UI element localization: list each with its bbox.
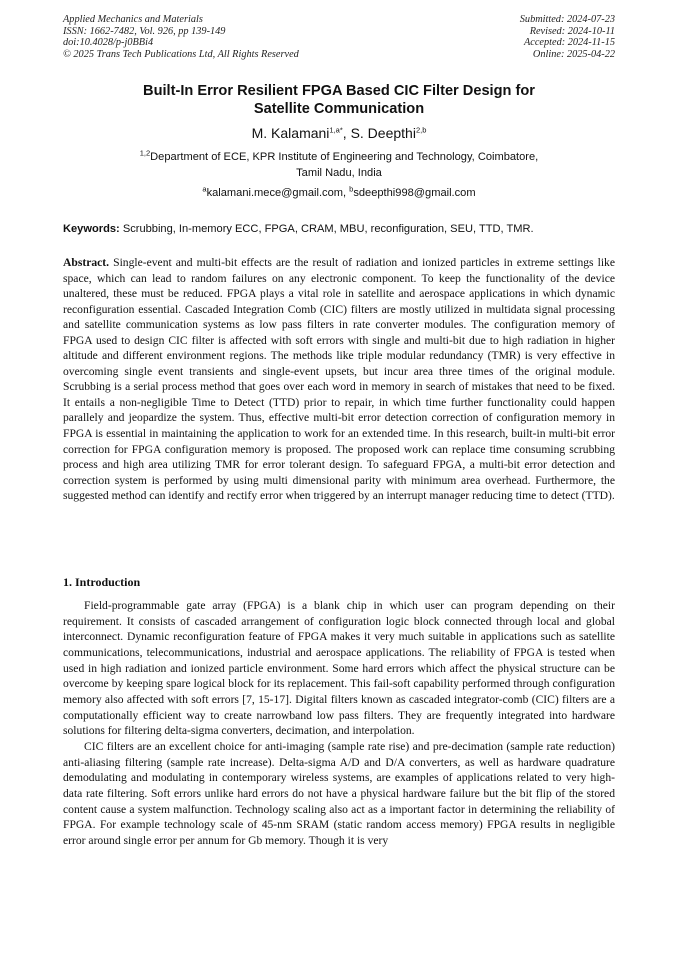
title-line-1: Built-In Error Resilient FPGA Based CIC Filter Design for	[143, 83, 535, 99]
revised-date: Revised: 2024-10-11	[529, 25, 615, 37]
abstract-text: Single-event and multi-bit effects are the result of radiation and ionized particles in extreme settings like space, which can lead to random failures on any electronic component. To keep the functionality of the device unaltered, these must be reduced. FPGA plays a vital role in satellite and aerospace applications in which dynamic reconfiguration essential. Cascaded Integration Comb (CIC) filters are mostly utilized in multidata signal processing and satellite communication systems as low pass filters in rate converter modules. The configuration memory of FPGA used to design CIC filter is affected with soft errors with single and multi-bit due to high radiation in higher altitude and different environment regions. The methods like triple modular redundancy (TMR) is very effective in overcoming single event transients and single-event upsets, but incur area three times of the original module. Scrubbing is a serial process method that goes over each word in memory in search of mistakes that need to be fixed. It entails a non-negligible Time to Detect (TTD) prior to repair, in which time further functionality could happen parallely and jeopardize the system. Thus, effective multi-bit error detection correction of configuration memory in FPGA is essential in maintaining the application to work for an extended time. In this research, built-in multi-bit error correction for FPGA configuration memory is proposed. The proposed work can replace time consuming scrubbing process and high area utilizing TMR for error tolerant design. To safeguard FPGA, a multi-bit error detection and correction system is performed by using multi dimensional parity with minimum area overhead. Furthermore, the suggested method can identify and rectify error when triggered by an interrupt manager reducing time to detect (TTD).	[63, 256, 615, 503]
keywords-label: Keywords:	[63, 223, 120, 235]
affiliation	[60, 150, 618, 182]
keywords-text: Scrubbing, In-memory ECC, FPGA, CRAM, MBU, reconfiguration, SEU, TTD, TMR.	[122, 223, 534, 235]
affiliation-line-2: Tamil Nadu, India	[296, 166, 382, 179]
abstract	[63, 255, 615, 504]
issn-line: ISSN: 1662-7482, Vol. 926, pp 139-149	[63, 25, 226, 37]
doi-line: doi:10.4028/p-j0BBi4	[63, 37, 154, 49]
journal-name: Applied Mechanics and Materials	[63, 14, 203, 25]
introduction-heading: 1. Introduction	[63, 575, 141, 589]
keywords	[63, 222, 615, 236]
author-2: S. Deepthi	[350, 125, 416, 141]
accepted-date: Accepted: 2024-11-15	[523, 37, 615, 49]
online-date: Online: 2025-04-22	[532, 48, 615, 60]
affiliation-line-1: Department of ECE, KPR Institute of Engineering and Technology, Coimbatore,	[150, 151, 539, 163]
title-line-2: Satellite Communication	[253, 101, 425, 117]
email-b-mark: b	[349, 184, 354, 194]
author-separator: ,	[342, 125, 351, 141]
author-2-affil-mark: 2,b	[415, 125, 427, 135]
author-emails	[40, 186, 638, 201]
journal-info	[63, 14, 299, 60]
email-b: sdeepthi998@gmail.com	[353, 187, 476, 199]
submitted-date: Submitted: 2024-07-23	[519, 14, 615, 25]
intro-paragraph: Field-programmable gate array (FPGA) is a blank chip in which user can program depending on their requirement. It consists of cascaded arrangement of configuration logic block connected through local and global interconnect. Dynamic reconfiguration feature of FPGA makes it very much suitable in applications such as satellite communications, telecommunications, industrial and aerospace applications. The reliability of FPGA is tested when used in high radiation and ionized particle environment. Some hard errors which affect the physical structure can be overcome by keeping spare logical block for its replacement. This fail-soft capability performed through configuration memory also affected with soft errors [7, 15-17]. Digital filters known as cascaded integrator-comb (CIC) filters are a computationally efficient way to create narrowband low pass filters. They are frequently integrated into hardware solutions for filtering delta-sigma converters, decimation, and interpolation.	[63, 599, 615, 738]
intro-paragraph: CIC filters are an excellent choice for anti-imaging (sample rate rise) and pre-decimation (sample rate reduction) anti-aliasing filtering (sample rate increase). Delta-sigma A/D and D/A converters, as well as hardware quadrature demodulating and modulating in contemporary wireless systems, are examples of applications related to very high-data rate filtering. Soft errors unlike hard errors do not have a physical hardware failure but the bit flip of the stored content cause a system malfunction. Technology scaling also act as a important factor in determining the reliability of FPGA. For example technology scale of 45-nm SRAM (static random access memory) FPGA results in negligible error around single error per annum for Gb memory. Though it is very	[63, 739, 615, 847]
abstract-label: Abstract.	[63, 256, 110, 269]
email-separator: ,	[342, 187, 350, 199]
author-1-affil-mark: 1,a*	[329, 125, 343, 135]
introduction-body	[63, 598, 615, 849]
affiliation-mark: 1,2	[139, 148, 151, 158]
email-a: kalamani.mece@gmail.com	[206, 187, 343, 199]
author-list	[40, 124, 638, 142]
author-1: M. Kalamani	[251, 125, 330, 141]
copyright-line: © 2025 Trans Tech Publications Ltd, All Rights Reserved	[63, 48, 299, 60]
publication-dates	[520, 14, 615, 60]
email-a-mark: a	[202, 184, 207, 194]
paper-title	[40, 82, 638, 118]
